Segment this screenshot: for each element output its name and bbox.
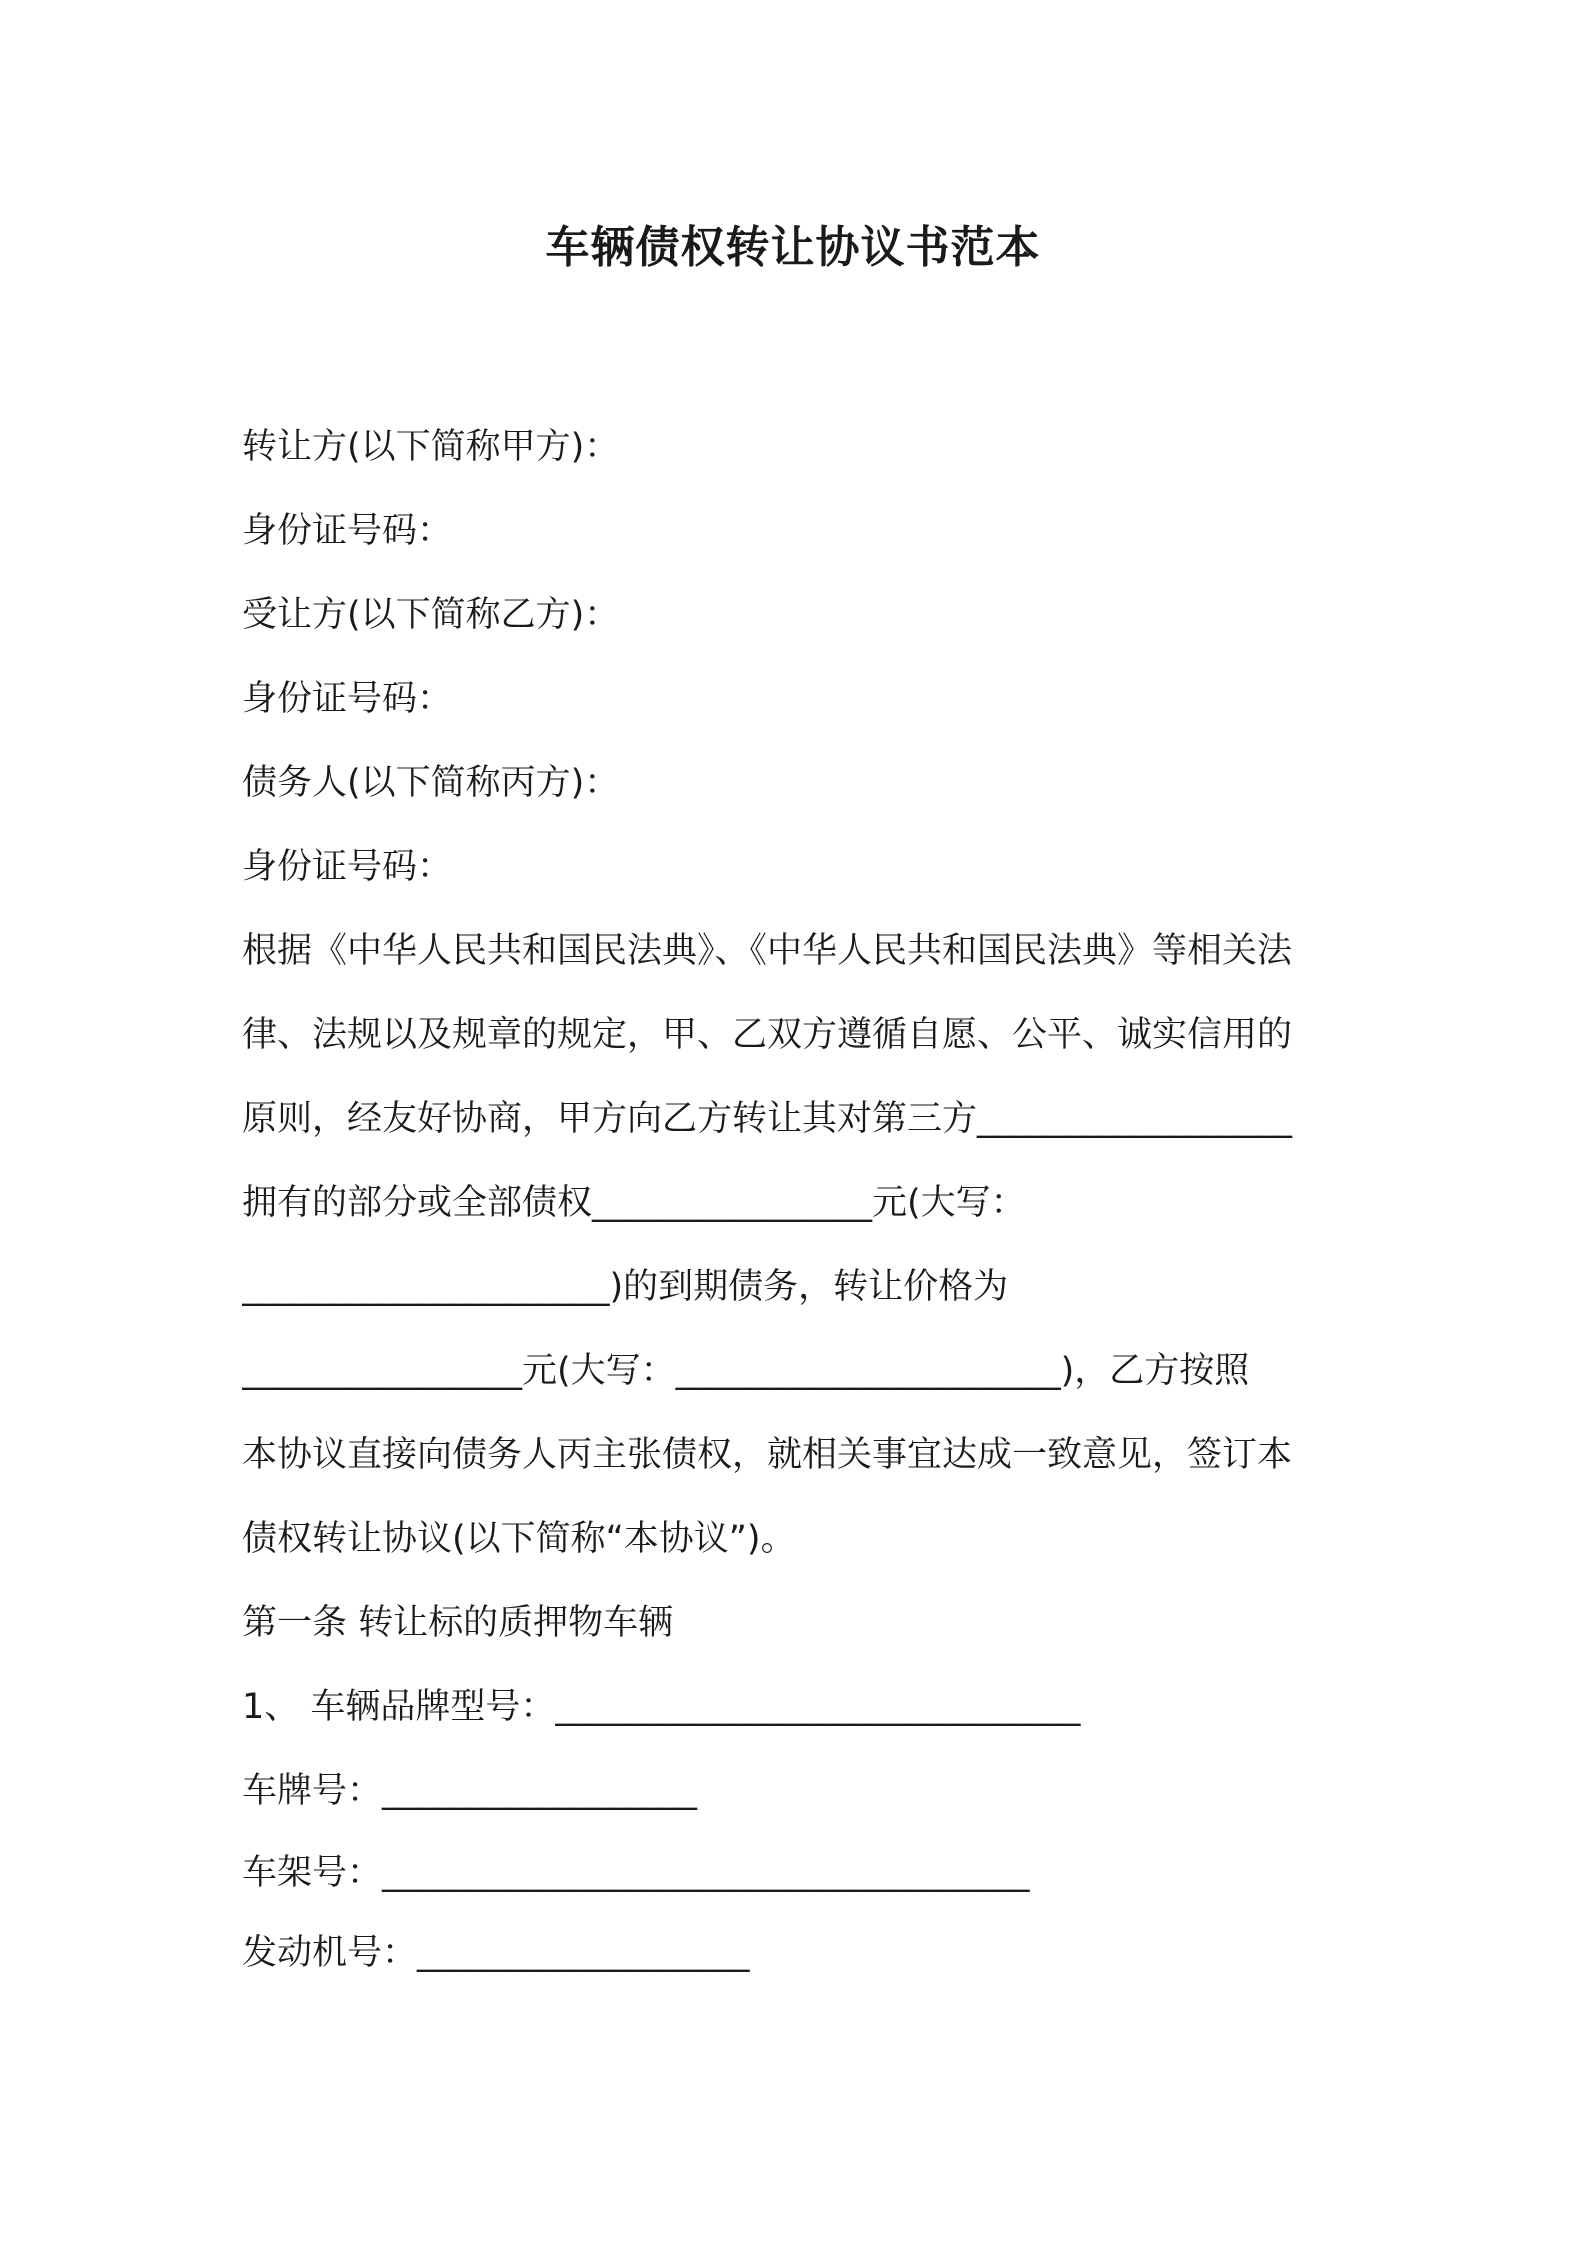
frame-number-line: 车架号：_____________________________________ [242, 1853, 1030, 1893]
paragraph-line: 律、法规以及规章的规定，甲、乙双方遵循自愿、公平、诚实信用的 [242, 1015, 1293, 1055]
vehicle-model-line: 1、 车辆品牌型号：______________________________ [242, 1687, 1081, 1727]
paragraph-line: ________________元(大写：______________________)，乙方按照 [242, 1351, 1250, 1391]
transferor-line: 转让方(以下简称甲方)： [242, 427, 620, 467]
paragraph-line: 本协议直接向债务人丙主张债权，就相关事宜达成一致意见，签订本 [242, 1435, 1293, 1475]
transferee-id-line: 身份证号码： [242, 679, 453, 719]
transferee-line: 受让方(以下简称乙方)： [242, 595, 620, 635]
paragraph-line: 债权转让协议(以下简称“本协议”)。 [242, 1519, 796, 1559]
document-title: 车辆债权转让协议书范本 [545, 222, 1041, 273]
paragraph-line: 拥有的部分或全部债权________________元(大写： [242, 1183, 1026, 1223]
paragraph-line: 根据《中华人民共和国民法典》、《中华人民共和国民法典》等相关法 [242, 931, 1293, 971]
transferor-id-line: 身份证号码： [242, 511, 453, 551]
article-heading: 第一条 转让标的质押物车辆 [242, 1603, 674, 1643]
plate-number-line: 车牌号：__________________ [242, 1771, 698, 1811]
debtor-id-line: 身份证号码： [242, 847, 453, 887]
engine-number-line: 发动机号：___________________ [242, 1933, 750, 1973]
paragraph-line: _____________________)的到期债务，转让价格为 [242, 1267, 1009, 1307]
paragraph-line: 原则，经友好协商，甲方向乙方转让其对第三方__________________ [242, 1099, 1293, 1139]
debtor-line: 债务人(以下简称丙方)： [242, 763, 620, 803]
document-body [242, 405, 1362, 1993]
